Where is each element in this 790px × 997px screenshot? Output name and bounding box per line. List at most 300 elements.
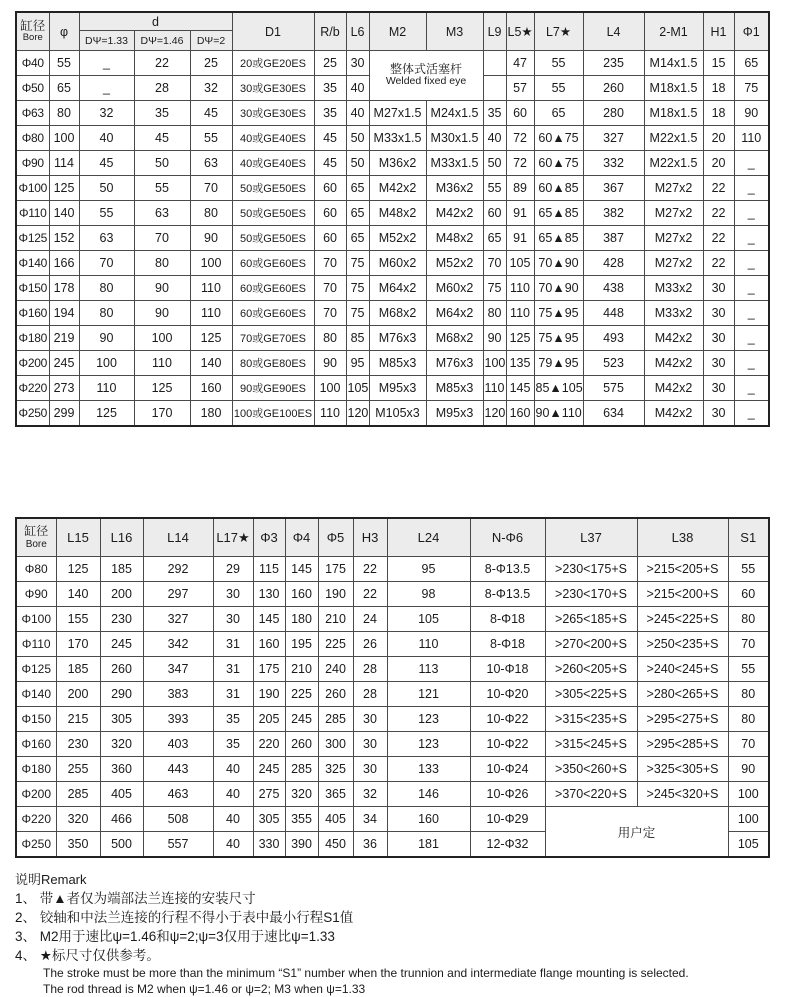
welded-note-cn: 整体式活塞杆 [390, 62, 463, 77]
column-header-l7: L7★ [534, 12, 583, 51]
value-cell: 285 [285, 757, 318, 782]
value-cell: 31 [213, 632, 253, 657]
value-cell: 100 [728, 782, 769, 807]
value-cell: M68x2 [426, 326, 483, 351]
value-cell: M95x3 [369, 376, 426, 401]
value-cell: 40 [213, 757, 253, 782]
value-cell: 325 [318, 757, 353, 782]
value-cell: 493 [583, 326, 644, 351]
table-row [16, 301, 769, 326]
bore-cell: Φ100 [16, 176, 49, 201]
value-cell: 45 [190, 101, 232, 126]
column-header-l16: L16 [100, 518, 143, 557]
value-cell: 20或GE20ES [232, 51, 314, 76]
column-header-l5: L5★ [506, 12, 534, 51]
value-cell: >295<285+S [637, 732, 728, 757]
value-cell: 60 [728, 582, 769, 607]
value-cell: >280<265+S [637, 682, 728, 707]
column-header-d-psi-146: DΨ=1.46 [134, 31, 190, 51]
value-cell: 75▲95 [534, 326, 583, 351]
value-cell: _ [734, 301, 769, 326]
value-cell: 80 [728, 707, 769, 732]
value-cell: 25 [190, 51, 232, 76]
value-cell: M42x2 [369, 176, 426, 201]
value-cell: 22 [353, 557, 387, 582]
value-cell: M52x2 [426, 251, 483, 276]
value-cell: 110 [506, 276, 534, 301]
value-cell: 194 [49, 301, 79, 326]
remarks-title: 说明Remark [15, 872, 87, 887]
value-cell: 225 [318, 632, 353, 657]
value-cell: 70 [314, 251, 346, 276]
value-cell: 10-Φ29 [470, 807, 545, 832]
value-cell: 15 [703, 51, 734, 76]
value-cell: 60▲75 [534, 151, 583, 176]
value-cell: 45 [79, 151, 134, 176]
value-cell: 10-Φ24 [470, 757, 545, 782]
value-cell: 178 [49, 276, 79, 301]
value-cell: 260 [100, 657, 143, 682]
value-cell: 634 [583, 401, 644, 427]
bore-cell: Φ50 [16, 76, 49, 101]
value-cell: 90 [134, 276, 190, 301]
value-cell: 438 [583, 276, 644, 301]
value-cell: 146 [387, 782, 470, 807]
value-cell: 90▲110 [534, 401, 583, 427]
value-cell: M33x2 [644, 301, 703, 326]
value-cell: 110 [387, 632, 470, 657]
value-cell: _ [734, 151, 769, 176]
value-cell: 28 [134, 76, 190, 101]
value-cell: 120 [483, 401, 506, 427]
value-cell: 320 [285, 782, 318, 807]
value-cell: 114 [49, 151, 79, 176]
value-cell: 20 [703, 126, 734, 151]
value-cell: 65 [49, 76, 79, 101]
bore-cell: Φ100 [16, 607, 56, 632]
value-cell: 140 [190, 351, 232, 376]
value-cell: 65▲85 [534, 201, 583, 226]
value-cell: 70 [728, 632, 769, 657]
value-cell: 443 [143, 757, 213, 782]
column-header-phi4: Φ4 [285, 518, 318, 557]
value-cell: 225 [285, 682, 318, 707]
value-cell: 210 [318, 607, 353, 632]
value-cell: M22x1.5 [644, 151, 703, 176]
value-cell: 448 [583, 301, 644, 326]
value-cell: 65 [346, 226, 369, 251]
value-cell: 90 [190, 226, 232, 251]
welded-fixed-eye-note [369, 51, 483, 101]
value-cell [483, 51, 506, 76]
value-cell: 80或GE80ES [232, 351, 314, 376]
value-cell: 100 [79, 351, 134, 376]
value-cell: 90 [79, 326, 134, 351]
value-cell: 90 [314, 351, 346, 376]
value-cell: M36x2 [369, 151, 426, 176]
value-cell: 50 [79, 176, 134, 201]
value-cell: 70 [314, 276, 346, 301]
value-cell: M33x2 [644, 276, 703, 301]
value-cell: 45 [314, 126, 346, 151]
value-cell: 30 [353, 732, 387, 757]
value-cell: _ [79, 51, 134, 76]
bore-label-en: Bore [25, 538, 47, 550]
value-cell: M36x2 [426, 176, 483, 201]
value-cell: >265<185+S [545, 607, 637, 632]
value-cell: 90 [483, 326, 506, 351]
value-cell: 8-Φ13.5 [470, 557, 545, 582]
value-cell: 50 [483, 151, 506, 176]
column-header-2m1: 2-M1 [644, 12, 703, 51]
value-cell: 31 [213, 682, 253, 707]
column-header-l38: L38 [637, 518, 728, 557]
bore-cell: Φ160 [16, 301, 49, 326]
value-cell: 332 [583, 151, 644, 176]
value-cell: 60▲75 [534, 126, 583, 151]
value-cell: 10-Φ18 [470, 657, 545, 682]
value-cell: 181 [387, 832, 470, 858]
column-header-l9: L9 [483, 12, 506, 51]
table-row [16, 632, 769, 657]
value-cell: M42x2 [644, 401, 703, 427]
value-cell: >315<245+S [545, 732, 637, 757]
value-cell: 200 [100, 582, 143, 607]
value-cell: 105 [506, 251, 534, 276]
bore-cell: Φ125 [16, 226, 49, 251]
remark-item-1: 1、 带▲者仅为端部法兰连接的安装尺寸 [15, 891, 256, 906]
value-cell: 55 [483, 176, 506, 201]
value-cell: 463 [143, 782, 213, 807]
table-row [16, 376, 769, 401]
table-row [16, 201, 769, 226]
table-row [16, 101, 769, 126]
bore-cell: Φ150 [16, 707, 56, 732]
bore-cell: Φ110 [16, 632, 56, 657]
value-cell: 55 [728, 557, 769, 582]
value-cell: 125 [134, 376, 190, 401]
table-row [16, 732, 769, 757]
value-cell: 60 [483, 201, 506, 226]
table-row [16, 126, 769, 151]
value-cell: 36 [353, 832, 387, 858]
value-cell: 260 [285, 732, 318, 757]
table-top-header [16, 12, 769, 51]
value-cell: >240<245+S [637, 657, 728, 682]
value-cell: 85 [346, 326, 369, 351]
value-cell: 8-Φ13.5 [470, 582, 545, 607]
value-cell: 55 [728, 657, 769, 682]
value-cell: M64x2 [369, 276, 426, 301]
value-cell: 55 [534, 51, 583, 76]
column-header-l6: L6 [346, 12, 369, 51]
value-cell: 166 [49, 251, 79, 276]
value-cell: 72 [506, 126, 534, 151]
remark-english-1: The stroke must be more than the minimum “S1” number when the trunnion and intermediate flange mounting is selected. [43, 966, 689, 980]
value-cell: >260<205+S [545, 657, 637, 682]
table-row [16, 582, 769, 607]
value-cell: M27x2 [644, 251, 703, 276]
value-cell: 22 [703, 226, 734, 251]
value-cell: 180 [285, 607, 318, 632]
column-header-l4: L4 [583, 12, 644, 51]
value-cell: 320 [56, 807, 100, 832]
column-header-s1: S1 [728, 518, 769, 557]
value-cell: M30x1.5 [426, 126, 483, 151]
value-cell: 91 [506, 226, 534, 251]
value-cell: M105x3 [369, 401, 426, 427]
value-cell: 79▲95 [534, 351, 583, 376]
value-cell: 110 [506, 301, 534, 326]
value-cell: M85x3 [369, 351, 426, 376]
value-cell: _ [734, 351, 769, 376]
value-cell: 100 [134, 326, 190, 351]
value-cell: 160 [506, 401, 534, 427]
value-cell: 72 [506, 151, 534, 176]
bore-label-cn: 缸径 [20, 18, 46, 33]
value-cell: _ [734, 176, 769, 201]
table-row [16, 51, 769, 76]
value-cell: 245 [49, 351, 79, 376]
value-cell: 40 [483, 126, 506, 151]
value-cell: 32 [79, 101, 134, 126]
value-cell: 30 [703, 276, 734, 301]
remarks-section [15, 871, 790, 997]
value-cell: M33x1.5 [369, 126, 426, 151]
value-cell: 245 [285, 707, 318, 732]
value-cell: 8-Φ18 [470, 607, 545, 632]
value-cell: 55 [534, 76, 583, 101]
value-cell: 55 [79, 201, 134, 226]
value-cell: >215<200+S [637, 582, 728, 607]
value-cell: 40 [79, 126, 134, 151]
value-cell: 285 [56, 782, 100, 807]
value-cell: M42x2 [644, 326, 703, 351]
value-cell: 360 [100, 757, 143, 782]
value-cell: 382 [583, 201, 644, 226]
value-cell: 91 [506, 201, 534, 226]
table-row [16, 782, 769, 807]
value-cell: 185 [56, 657, 100, 682]
value-cell: 215 [56, 707, 100, 732]
value-cell: 10-Φ26 [470, 782, 545, 807]
cylinder-dimensions-table-top [15, 11, 770, 427]
value-cell: 508 [143, 807, 213, 832]
value-cell: M18x1.5 [644, 76, 703, 101]
value-cell: 145 [285, 557, 318, 582]
value-cell: 115 [253, 557, 285, 582]
column-header-d-group: d [79, 12, 232, 31]
value-cell: 190 [253, 682, 285, 707]
spec-sheet-page [0, 11, 790, 996]
value-cell: 110 [734, 126, 769, 151]
value-cell: 80 [314, 326, 346, 351]
value-cell: 75 [346, 276, 369, 301]
value-cell: 60或GE60ES [232, 251, 314, 276]
value-cell: 170 [56, 632, 100, 657]
value-cell: 133 [387, 757, 470, 782]
value-cell: 383 [143, 682, 213, 707]
value-cell [483, 76, 506, 101]
column-header-phi1: Φ1 [734, 12, 769, 51]
value-cell: 22 [703, 201, 734, 226]
value-cell: M27x2 [644, 176, 703, 201]
value-cell: M27x2 [644, 201, 703, 226]
value-cell: 260 [583, 76, 644, 101]
value-cell: 63 [79, 226, 134, 251]
value-cell: 90或GE90ES [232, 376, 314, 401]
table-row [16, 707, 769, 732]
value-cell: 285 [318, 707, 353, 732]
value-cell: 22 [703, 176, 734, 201]
value-cell: 30 [703, 376, 734, 401]
value-cell: 245 [253, 757, 285, 782]
bore-cell: Φ80 [16, 126, 49, 151]
value-cell: 26 [353, 632, 387, 657]
bore-cell: Φ160 [16, 732, 56, 757]
value-cell: 80 [728, 607, 769, 632]
value-cell: >250<235+S [637, 632, 728, 657]
value-cell: _ [734, 201, 769, 226]
value-cell: 34 [353, 807, 387, 832]
value-cell: M24x1.5 [426, 101, 483, 126]
table-row [16, 807, 769, 832]
column-header-nphi6: N-Φ6 [470, 518, 545, 557]
value-cell: 75 [346, 301, 369, 326]
value-cell: >245<320+S [637, 782, 728, 807]
table-row [16, 351, 769, 376]
value-cell: 98 [387, 582, 470, 607]
value-cell: _ [734, 376, 769, 401]
value-cell: 160 [253, 632, 285, 657]
value-cell: 100 [314, 376, 346, 401]
value-cell: 70 [483, 251, 506, 276]
column-header-h1: H1 [703, 12, 734, 51]
value-cell: 120 [346, 401, 369, 427]
bore-cell: Φ220 [16, 807, 56, 832]
value-cell: 210 [285, 657, 318, 682]
bore-label-en: Bore [22, 32, 43, 44]
value-cell: _ [734, 276, 769, 301]
value-cell: 10-Φ22 [470, 732, 545, 757]
value-cell: 30 [703, 351, 734, 376]
value-cell: 403 [143, 732, 213, 757]
value-cell: 32 [353, 782, 387, 807]
value-cell: 113 [387, 657, 470, 682]
value-cell: 65 [534, 101, 583, 126]
value-cell: >230<175+S [545, 557, 637, 582]
value-cell: _ [734, 251, 769, 276]
value-cell: 70或GE70ES [232, 326, 314, 351]
value-cell: 40 [213, 782, 253, 807]
value-cell: 70 [190, 176, 232, 201]
value-cell: 80 [49, 101, 79, 126]
value-cell: 305 [100, 707, 143, 732]
column-header-d-psi-133: DΨ=1.33 [79, 31, 134, 51]
value-cell: 100 [190, 251, 232, 276]
value-cell: 275 [253, 782, 285, 807]
bore-cell: Φ90 [16, 151, 49, 176]
value-cell: 80 [483, 301, 506, 326]
value-cell: 105 [346, 376, 369, 401]
table-row [16, 607, 769, 632]
table-top-body [16, 51, 769, 427]
value-cell: _ [734, 326, 769, 351]
remark-item-3: 3、 M2用于速比ψ=1.46和ψ=2;ψ=3仅用于速比ψ=1.33 [15, 929, 335, 944]
value-cell: >230<170+S [545, 582, 637, 607]
value-cell: 35 [314, 101, 346, 126]
value-cell: M33x1.5 [426, 151, 483, 176]
value-cell: 10-Φ20 [470, 682, 545, 707]
value-cell: 22 [134, 51, 190, 76]
value-cell: 95 [346, 351, 369, 376]
value-cell: 80 [79, 276, 134, 301]
value-cell: 450 [318, 832, 353, 858]
value-cell: 85▲105 [534, 376, 583, 401]
value-cell: 65 [734, 51, 769, 76]
value-cell: M85x3 [426, 376, 483, 401]
value-cell: 125 [190, 326, 232, 351]
value-cell: 8-Φ18 [470, 632, 545, 657]
column-header-l15: L15 [56, 518, 100, 557]
value-cell: 100 [728, 807, 769, 832]
value-cell: 342 [143, 632, 213, 657]
table-row [16, 151, 769, 176]
value-cell: >305<225+S [545, 682, 637, 707]
value-cell: 95 [387, 557, 470, 582]
value-cell: 200 [56, 682, 100, 707]
value-cell: 20 [703, 151, 734, 176]
user-defined-note: 用户定 [545, 807, 728, 858]
value-cell: 60 [314, 201, 346, 226]
value-cell: M27x1.5 [369, 101, 426, 126]
value-cell: 50 [346, 126, 369, 151]
value-cell: 75 [483, 276, 506, 301]
value-cell: 75 [346, 251, 369, 276]
value-cell: 125 [79, 401, 134, 427]
bore-cell: Φ250 [16, 832, 56, 858]
value-cell: 100 [49, 126, 79, 151]
bore-cell: Φ200 [16, 351, 49, 376]
value-cell: 152 [49, 226, 79, 251]
value-cell: 22 [353, 582, 387, 607]
table-row [16, 557, 769, 582]
value-cell: 60或GE60ES [232, 276, 314, 301]
value-cell: 65▲85 [534, 226, 583, 251]
value-cell: 145 [506, 376, 534, 401]
value-cell: 125 [49, 176, 79, 201]
column-header-rb: R/b [314, 12, 346, 51]
value-cell: 70 [79, 251, 134, 276]
remark-item-2: 2、 铰轴和中法兰连接的行程不得小于表中最小行程S1值 [15, 910, 354, 925]
value-cell: 300 [318, 732, 353, 757]
value-cell: 50或GE50ES [232, 201, 314, 226]
value-cell: 220 [253, 732, 285, 757]
bore-cell: Φ63 [16, 101, 49, 126]
bore-cell: Φ140 [16, 682, 56, 707]
value-cell: 55 [134, 176, 190, 201]
bore-cell: Φ180 [16, 757, 56, 782]
value-cell: 330 [253, 832, 285, 858]
value-cell: 50 [134, 151, 190, 176]
value-cell: 35 [314, 76, 346, 101]
value-cell: >270<200+S [545, 632, 637, 657]
bore-cell: Φ150 [16, 276, 49, 301]
value-cell: 466 [100, 807, 143, 832]
value-cell: 35 [213, 707, 253, 732]
value-cell: M48x2 [426, 226, 483, 251]
value-cell: 260 [318, 682, 353, 707]
